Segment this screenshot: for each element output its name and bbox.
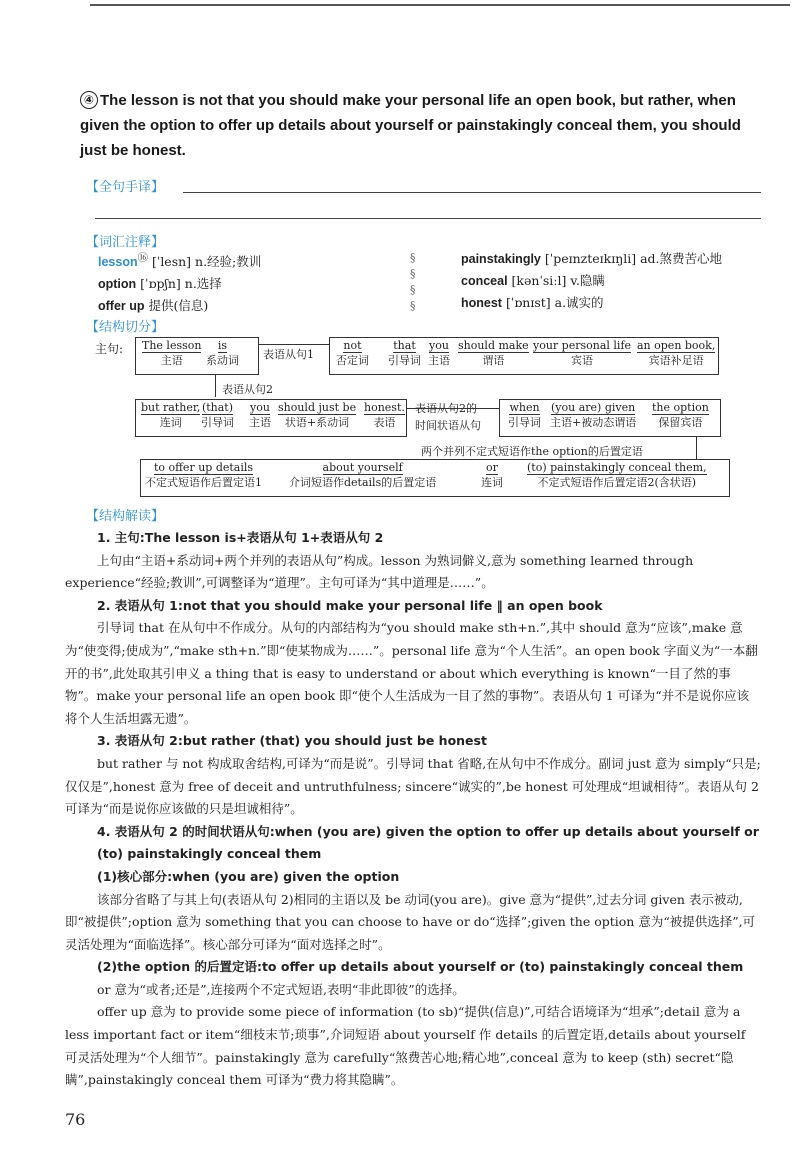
- vocab-item: painstakingly [ˈpeɪnzteɪkɪŋli] ad.煞费苦心地: [461, 251, 723, 266]
- vocab-item: lesson⑯ [ˈlesn] n.经验;教训: [98, 252, 262, 270]
- arrow-label-3: 表语从句2的 时间状语从句: [415, 402, 481, 432]
- analysis-subheading: (1)核心部分:when (you are) given the option: [97, 868, 400, 884]
- analysis-paragraph: 该部分省略了与其上句(表语从句 2)相同的主语以及 be 动词(you are)。give 意为“提供”,过去分词 given 表示被动,即“被提供”;option 意为 something that you can choose to have or do“选择”;given the option 意为“被提供选择”,可灵活处理为“面临选择”。核心部分可译为“面对选择之时”。: [65, 891, 756, 952]
- main-clause-label: 主句:: [95, 342, 124, 356]
- vocab-separator: § § § §: [410, 251, 416, 312]
- vocab-item: option [ˈɒpʃn] n.选择: [98, 276, 222, 292]
- arrow-2: [215, 375, 216, 397]
- analysis-paragraph: offer up 意为 to provide some piece of information (to sb)“提供(信息)”,可结合语境译为“坦承”;detail 意为 a less important fact or item“细枝末节;琐事”,介词短语 about yourself 作 details 的后置定语,details about yourself 可灵活处理为“个人细节”。painstakingly 意为 carefully“煞费苦心地;精心地”,conceal 意为 to keep (sth) secret“隐瞒”,painstakingly conceal them 可译为“费力将其隐瞒”。: [65, 1004, 746, 1088]
- structure-heading: 【结构切分】: [86, 320, 165, 335]
- arrow-label-1: 表语从句1: [263, 348, 314, 361]
- vocab-left: [98, 248, 398, 317]
- analysis-paragraph: 引导词 that 在从句中不作成分。从句的内部结构为“you should make sth+n.”,其中 should 意为“应该”,make 意为“使变得;使成为”,“make sth+n.”即“使某物成为……”。personal life 意为“个人生活”。an open book 字面义为“一本翻开的书”,此处取其引申义 a thing that is easy to understand or about which everything is known“一目了然的事物”。make your personal life an open book 即“使个人生活成为一目了然的事物”。表语从句 1 可译为“并不是说你应该将个人生活坦露无遗”。: [65, 620, 758, 726]
- analysis-heading-1: 1. 主句:The lesson is+表语从句 1+表语从句 2: [97, 530, 384, 545]
- analysis-subheading: (2)the option 的后置定语:to offer up details about yourself or (to) painstakingly conceal them: [97, 959, 744, 975]
- analysis-paragraph: 上句由“主语+系动词+两个并列的表语从句”构成。lesson 为熟词僻义,意为 something learned through experience“经验;教训”,可调整译为“道理”。主句可译为“其中道理是……”。: [65, 552, 694, 591]
- analysis-heading: 【结构解读】: [86, 509, 165, 524]
- sentence-number: ④: [80, 91, 98, 109]
- diagram-box-clause2: but rather, 连词 (that) 引导词 you 主语 should just be 状语+系动词 honest. 表语: [135, 399, 407, 437]
- diagram-box-clause1: not 否定词 that 引导词 you 主语 should make 谓语 your personal life 宾语 an open book, 宾语补足语: [329, 337, 719, 375]
- analysis-heading-3: 3. 表语从句 2:but rather (that) you should just be honest: [97, 733, 487, 749]
- vocab-heading: 【词汇注释】: [86, 235, 165, 250]
- sentence-text: The lesson is not that you should make your personal life an open book, but rather, when given the option to offer up details about yourself or painstakingly conceal them, you should just be honest.: [80, 92, 741, 159]
- example-sentence: [80, 88, 760, 163]
- analysis-paragraph: or 意为“或者;还是”,连接两个不定式短语,表明“非此即彼”的选择。: [97, 981, 465, 997]
- translate-line: [183, 192, 761, 193]
- translate-line-2: [95, 218, 761, 219]
- vocab-item: honest [ˈɒnɪst] a.诚实的: [461, 295, 604, 310]
- arrow-label-2: 表语从句2: [222, 383, 273, 396]
- arrow-1: [259, 344, 329, 345]
- diagram-box-attributives: to offer up details 不定式短语作后置定语1 about yourself 介词短语作details的后置定语 or 连词 (to) painstakingly conceal them, 不定式短语作后置定语2(含状语): [140, 459, 730, 497]
- arrow-3: [407, 408, 499, 409]
- vocab-item: conceal [kənˈsiːl] v.隐瞒: [461, 273, 605, 288]
- analysis-paragraph: but rather 与 not 构成取舍结构,可译为“而是说”。引导词 that 省略,在从句中不作成分。副词 just 意为 simply“只是;仅仅是”,honest 意为 free of deceit and untruthfulness; sincere“诚实的”,be honest 可处理成“坦诚相待”。表语从句 2 可译为“而是说你应该做的只是坦诚相待”。: [65, 755, 761, 817]
- diagram-box-time-clause: when 引导词 (you are) given 主语+被动态谓语 the option 保留宾语: [499, 399, 721, 437]
- arrow-4: [696, 437, 697, 459]
- analysis-body: [65, 527, 761, 1092]
- arrow-label-4: 两个并列不定式短语作the option的后置定语: [421, 445, 643, 458]
- top-rule: [90, 4, 790, 6]
- vocab-right: [461, 248, 761, 314]
- analysis-heading-2: 2. 表语从句 1:not that you should make your personal life ‖ an open book: [97, 597, 603, 613]
- translate-heading: 【全句手译】: [86, 180, 165, 195]
- vocab-item: offer up 提供(信息): [98, 298, 209, 314]
- page-number: 76: [65, 1110, 86, 1129]
- analysis-heading-4: 4. 表语从句 2 的时间状语从句:when (you are) given the option to offer up details about yourself or (to) painstakingly conceal them: [97, 823, 759, 862]
- diagram-box-main: The lesson 主语 is 系动词: [135, 337, 259, 375]
